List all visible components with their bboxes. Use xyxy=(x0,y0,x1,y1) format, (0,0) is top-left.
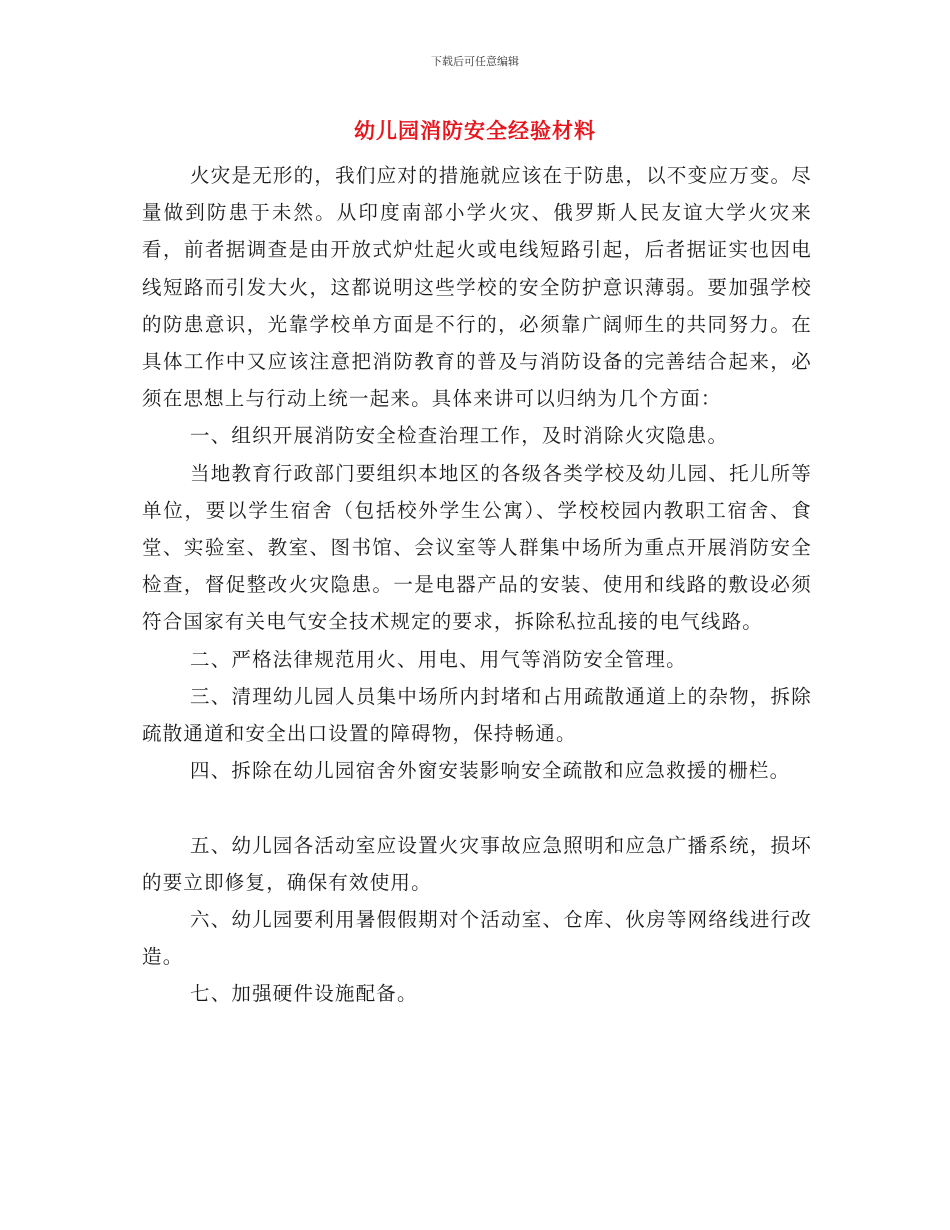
paragraph-item-6: 六、幼儿园要利用暑假假期对个活动室、仓库、伙房等网络线进行改造。 xyxy=(142,908,812,969)
blank-line xyxy=(142,789,812,826)
document-body xyxy=(142,157,812,1013)
paragraph-item-1-detail: 当地教育行政部门要组织本地区的各级各类学校及幼儿园、托儿所等单位，要以学生宿舍（包括校外学生公寓）、学校校园内教职工宿舍、食堂、实验室、教室、图书馆、会议室等人群集中场所为重点开展消防安全检查，督促整改火灾隐患。一是电器产品的安装、使用和线路的敷设必须符合国家有关电气安全技术规定的要求，拆除私拉乱接的电气线路。 xyxy=(142,461,812,634)
paragraph-item-1-heading: 一、组织开展消防安全检查治理工作，及时消除火灾隐患。 xyxy=(190,424,729,448)
paragraph-intro: 火灾是无形的，我们应对的措施就应该在于防患，以不变应万变。尽量做到防患于未然。从印度南部小学火灾、俄罗斯人民友谊大学火灾来看，前者据调查是由开放式炉灶起火或电线短路引起，后者据证实也因电线短路而引发大火，这都说明这些学校的安全防护意识薄弱。要加强学校的防患意识，光靠学校单方面是不行的，必须靠广阔师生的共同努力。在具体工作中又应该注意把消防教育的普及与消防设备的完善结合起来，必须在思想上与行动上统一起来。具体来讲可以归纳为几个方面： xyxy=(142,164,812,411)
paragraph-item-5: 五、幼儿园各活动室应设置火灾事故应急照明和应急广播系统，损坏的要立即修复，确保有效使用。 xyxy=(142,833,812,894)
document-title: 幼儿园消防安全经验材料 xyxy=(354,119,596,143)
paragraph-item-2: 二、严格法律规范用火、用电、用气等消防安全管理。 xyxy=(190,647,687,671)
paragraph-item-7: 七、加强硬件设施配备。 xyxy=(190,982,418,1006)
header-note: 下载后可任意编辑 xyxy=(431,55,519,68)
paragraph-item-3: 三、清理幼儿园人员集中场所内封堵和占用疏散通道上的杂物，拆除疏散通道和安全出口设置的障碍物，保持畅通。 xyxy=(142,684,812,746)
paragraph-item-4: 四、拆除在幼儿园宿舍外窗安装影响安全疏散和应急救援的栅栏。 xyxy=(190,759,791,783)
